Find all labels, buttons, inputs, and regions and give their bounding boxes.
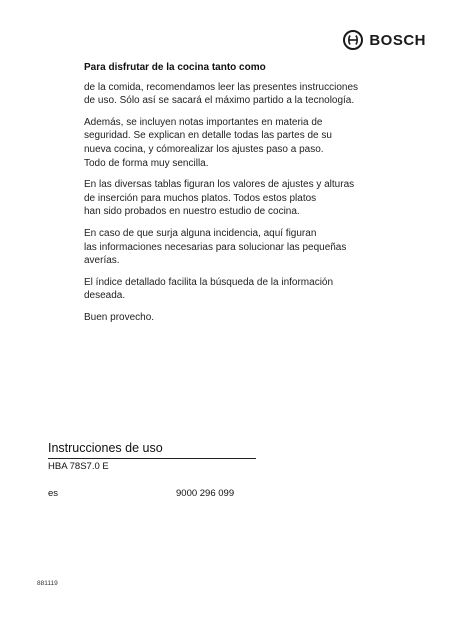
intro-paragraph: Además, se incluyen notas importantes en materia de seguridad. Se explican en detalle todas las partes de su nueva cocina, y cómorealizar los ajustes paso a paso. Todo de forma muy sencilla. [84,116,332,169]
intro-paragraph: En caso de que surja alguna incidencia, aquí figuran las informaciones necesarias para solucionar las pequeñas averías. [84,227,347,267]
intro-paragraph: Buen provecho. [84,311,155,323]
intro-paragraph: El índice detallado facilita la búsqueda de la información deseada. [84,276,334,302]
intro-section [84,61,384,333]
brand-name: BOSCH [369,31,426,49]
intro-heading: Para disfrutar de la cocina tanto como [84,62,266,73]
part-number: 9000 296 099 [176,488,235,499]
brand-logo [343,30,426,50]
intro-paragraph: de la comida, recomendamos leer las presentes instrucciones de uso. Sólo así se sacará el máximo partido a la tecnología. [84,81,359,107]
footer-code: 881119 [37,580,58,587]
model-number: HBA 78S7.0 E [48,461,109,472]
language-code: es [48,488,59,499]
intro-paragraph: En las diversas tablas figuran los valores de ajustes y alturas de inserción para muchos platos. Todos estos platos han sido probados en nuestro estudio de cocina. [84,179,355,218]
bosch-armature-icon [343,30,363,50]
document-title: Instrucciones de uso [48,441,256,459]
